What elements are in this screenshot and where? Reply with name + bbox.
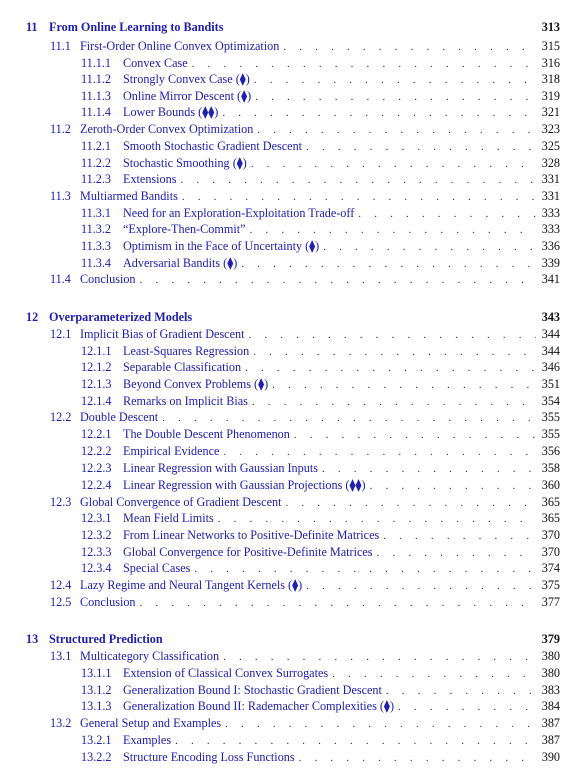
toc-subsection-entry[interactable] xyxy=(0,239,586,255)
toc-entry-row xyxy=(81,172,560,188)
toc-entry-title[interactable]: Double Descent xyxy=(80,410,159,424)
toc-chapter-entry[interactable] xyxy=(0,310,586,326)
toc-entry-row xyxy=(50,122,560,138)
toc-entry-number: 11.1.4 xyxy=(81,105,112,119)
toc-entry-row xyxy=(50,578,560,594)
dot-leader xyxy=(257,124,535,136)
toc-entry-title[interactable]: Smooth Stochastic Gradient Descent xyxy=(123,139,303,153)
toc-entry-number: 12.3.4 xyxy=(81,561,112,575)
dot-leader xyxy=(252,396,536,408)
toc-subsection-entry[interactable] xyxy=(0,528,586,544)
toc-entry-row xyxy=(50,716,560,732)
dot-leader xyxy=(254,74,536,86)
toc-entry-row xyxy=(26,310,560,326)
toc-entry-title[interactable]: Zeroth-Order Convex Optimization xyxy=(80,122,254,136)
toc-entry-title[interactable]: Optimism in the Face of Uncertainty (⧫) xyxy=(123,239,320,253)
toc-entry-page-number: 384 xyxy=(541,699,560,713)
toc-subsection-entry[interactable] xyxy=(0,89,586,105)
toc-subsection-entry[interactable] xyxy=(0,172,586,188)
toc-entry-row xyxy=(81,683,560,699)
toc-entry-title[interactable]: Linear Regression with Gaussian Projections (⧫⧫) xyxy=(123,478,366,492)
toc-subsection-entry[interactable] xyxy=(0,222,586,238)
dot-leader xyxy=(332,668,536,680)
dot-leader xyxy=(398,701,536,713)
dot-leader xyxy=(194,563,535,575)
toc-entry-title[interactable]: Lazy Regime and Neural Tangent Kernels (⧫) xyxy=(80,578,303,592)
toc-entry-page-number: 380 xyxy=(541,666,560,680)
toc-entry-title[interactable]: Remarks on Implicit Bias xyxy=(123,394,248,408)
toc-entry-row xyxy=(81,56,560,72)
toc-subsection-entry[interactable] xyxy=(0,666,586,682)
toc-entry-title[interactable]: Global Convergence of Gradient Descent xyxy=(80,495,282,509)
toc-entry-row xyxy=(50,39,560,55)
toc-entry-row xyxy=(81,206,560,222)
toc-entry-page-number: 354 xyxy=(541,394,560,408)
toc-subsection-entry[interactable] xyxy=(0,139,586,155)
dot-leader xyxy=(285,497,535,509)
toc-entry-number: 12.2.4 xyxy=(81,478,112,492)
dot-leader xyxy=(181,174,536,186)
toc-entry-page-number: 370 xyxy=(541,528,560,542)
toc-entry-page-number: 380 xyxy=(541,649,560,663)
dot-leader xyxy=(255,91,536,103)
toc-entry-number: 12.3.1 xyxy=(81,511,112,525)
toc-subsection-entry[interactable] xyxy=(0,511,586,527)
toc-entry-row xyxy=(81,461,560,477)
dot-leader xyxy=(272,379,536,391)
toc-entry-page-number: 374 xyxy=(541,561,560,575)
toc-entry-page-number: 336 xyxy=(541,239,560,253)
toc-entry-number: 12.2.3 xyxy=(81,461,112,475)
toc-entry-number: 11.1 xyxy=(50,39,71,53)
toc-entry-page-number: 360 xyxy=(541,478,560,492)
toc-entry-row xyxy=(81,72,560,88)
dot-leader xyxy=(223,446,535,458)
dot-leader xyxy=(358,208,535,220)
toc-entry-number: 12.4 xyxy=(50,578,72,592)
toc-entry-number: 11.3 xyxy=(50,189,71,203)
toc-subsection-entry[interactable] xyxy=(0,360,586,376)
toc-entry-title[interactable]: Structure Encoding Loss Functions xyxy=(123,750,295,764)
toc-entry-number: 12.1 xyxy=(50,327,72,341)
toc-entry-number: 11.3.2 xyxy=(81,222,112,236)
toc-entry-page-number: 341 xyxy=(541,272,560,286)
toc-section-entry[interactable] xyxy=(0,578,586,594)
dot-leader xyxy=(175,735,536,747)
toc-entry-row xyxy=(81,666,560,682)
toc-subsection-entry[interactable] xyxy=(0,206,586,222)
toc-entry-row xyxy=(81,360,560,376)
toc-entry-number: 11.3.4 xyxy=(81,256,112,270)
toc-entry-title[interactable]: Least-Squares Regression xyxy=(123,344,250,358)
toc-entry-row xyxy=(50,649,560,665)
toc-entry-title[interactable]: Overparameterized Models xyxy=(49,310,193,324)
toc-entry-page-number: 318 xyxy=(541,72,560,86)
toc-entry-number: 12.1.2 xyxy=(81,360,112,374)
toc-subsection-entry[interactable] xyxy=(0,427,586,443)
toc-entry-title[interactable]: Multiarmed Bandits xyxy=(80,189,178,203)
toc-subsection-entry[interactable] xyxy=(0,344,586,360)
toc-subsection-entry[interactable] xyxy=(0,683,586,699)
toc-entry-title[interactable]: Adversarial Bandits (⧫) xyxy=(123,256,238,270)
dot-leader xyxy=(250,224,536,236)
toc-entry-page-number: 313 xyxy=(541,20,560,34)
toc-entry-row xyxy=(81,256,560,272)
toc-entry-page-number: 355 xyxy=(541,410,560,424)
toc-entry-page-number: 351 xyxy=(541,377,560,391)
toc-entry-title[interactable]: From Online Learning to Bandits xyxy=(49,20,224,34)
dot-leader xyxy=(140,597,536,609)
toc-entry-title[interactable]: Online Mirror Descent (⧫) xyxy=(123,89,252,103)
toc-entry-number: 11.1.1 xyxy=(81,56,112,70)
toc-entry-title[interactable]: Empirical Evidence xyxy=(123,444,220,458)
toc-section-entry[interactable] xyxy=(0,410,586,426)
toc-entry-title[interactable]: Extensions xyxy=(123,172,177,186)
toc-entry-page-number: 344 xyxy=(541,344,560,358)
toc-entry-number: 11.2.3 xyxy=(81,172,112,186)
toc-section-entry[interactable] xyxy=(0,122,586,138)
toc-entry-number: 12.3 xyxy=(50,495,72,509)
toc-entry-row xyxy=(81,528,560,544)
toc-entry-number: 11.1.2 xyxy=(81,72,112,86)
toc-entry-page-number: 390 xyxy=(541,750,560,764)
toc-entry-page-number: 328 xyxy=(541,156,560,170)
dot-leader xyxy=(248,329,535,341)
toc-entry-row xyxy=(81,427,560,443)
toc-entry-number: 13 xyxy=(26,632,39,646)
toc-entry-number: 11.2.2 xyxy=(81,156,112,170)
toc-entry-row xyxy=(81,511,560,527)
toc-entry-number: 13.2.2 xyxy=(81,750,112,764)
toc-entry-row xyxy=(81,344,560,360)
dot-leader xyxy=(162,412,536,424)
dot-leader xyxy=(383,530,536,542)
toc-entry-number: 12.1.4 xyxy=(81,394,112,408)
toc-subsection-entry[interactable] xyxy=(0,478,586,494)
toc-entry-title[interactable]: Strongly Convex Case (⧫) xyxy=(123,72,250,86)
dot-leader xyxy=(245,362,536,374)
toc-entry-page-number: 331 xyxy=(541,189,560,203)
toc-subsection-entry[interactable] xyxy=(0,461,586,477)
toc-entry-row xyxy=(50,189,560,205)
toc-entry-page-number: 377 xyxy=(541,595,560,609)
toc-entry-number: 11.2.1 xyxy=(81,139,112,153)
toc-entry-number: 13.1.3 xyxy=(81,699,112,713)
toc-section-entry[interactable] xyxy=(0,327,586,343)
toc-entry-row xyxy=(81,750,560,766)
toc-entry-row xyxy=(81,733,560,749)
toc-entry-row xyxy=(50,595,560,611)
toc-entry-title[interactable]: Multicategory Classification xyxy=(80,649,220,663)
toc-entry-title[interactable]: Beyond Convex Problems (⧫) xyxy=(123,377,269,391)
toc-entry-number: 12.3.2 xyxy=(81,528,112,542)
toc-entry-title[interactable]: Structured Prediction xyxy=(49,632,163,646)
toc-entry-page-number: 343 xyxy=(541,310,560,324)
toc-subsection-entry[interactable] xyxy=(0,72,586,88)
toc-subsection-entry[interactable] xyxy=(0,256,586,272)
toc-subsection-entry[interactable] xyxy=(0,56,586,72)
toc-entry-title[interactable]: Examples xyxy=(123,733,172,747)
toc-entry-row xyxy=(81,561,560,577)
toc-entry-page-number: 356 xyxy=(541,444,560,458)
toc-entry-title[interactable]: Mean Field Limits xyxy=(123,511,214,525)
dot-leader xyxy=(218,513,536,525)
toc-entry-title[interactable]: Separable Classification xyxy=(123,360,242,374)
toc-entry-row xyxy=(81,478,560,494)
dot-leader xyxy=(377,547,536,559)
dot-leader xyxy=(283,41,535,53)
toc-entry-row xyxy=(50,272,560,288)
toc-subsection-entry[interactable] xyxy=(0,394,586,410)
toc-subsection-entry[interactable] xyxy=(0,444,586,460)
toc-subsection-entry[interactable] xyxy=(0,377,586,393)
toc-entry-row xyxy=(81,139,560,155)
toc-entry-page-number: 370 xyxy=(541,545,560,559)
toc-entry-number: 13.2.1 xyxy=(81,733,112,747)
toc-entry-title[interactable]: Need for an Exploration-Exploitation Trade-off xyxy=(123,206,355,220)
toc-entry-number: 11.2 xyxy=(50,122,71,136)
dot-leader xyxy=(140,274,536,286)
toc-entry-number: 11.4 xyxy=(50,272,71,286)
toc-section-entry[interactable] xyxy=(0,716,586,732)
toc-entry-number: 12.2.1 xyxy=(81,427,112,441)
toc-entry-number: 12.2.2 xyxy=(81,444,112,458)
dot-leader xyxy=(322,463,536,475)
toc-entry-number: 12.1.3 xyxy=(81,377,112,391)
toc-entry-row xyxy=(81,444,560,460)
toc-entry-row xyxy=(50,410,560,426)
toc-entry-row xyxy=(26,632,560,648)
dot-leader xyxy=(386,685,536,697)
toc-entry-number: 13.1.1 xyxy=(81,666,112,680)
toc-entry-number: 11.3.1 xyxy=(81,206,112,220)
toc-entry-number: 12.2 xyxy=(50,410,72,424)
dot-leader xyxy=(253,346,535,358)
toc-entry-number: 11.3.3 xyxy=(81,239,112,253)
toc-chapter-entry[interactable] xyxy=(0,632,586,648)
toc-section-entry[interactable] xyxy=(0,189,586,205)
toc-entry-title[interactable]: First-Order Online Convex Optimization xyxy=(80,39,280,53)
dot-leader xyxy=(299,752,536,764)
toc-entry-page-number: 383 xyxy=(541,683,560,697)
toc-entry-page-number: 319 xyxy=(541,89,560,103)
toc-entry-page-number: 346 xyxy=(541,360,560,374)
toc-entry-page-number: 339 xyxy=(541,256,560,270)
toc-section-entry[interactable] xyxy=(0,595,586,611)
dot-leader xyxy=(306,580,536,592)
toc-entry-page-number: 358 xyxy=(541,461,560,475)
toc-entry-page-number: 333 xyxy=(541,206,560,220)
toc-entry-page-number: 365 xyxy=(541,511,560,525)
toc-entry-title[interactable]: Lower Bounds (⧫⧫) xyxy=(123,105,219,119)
toc-entry-page-number: 321 xyxy=(541,105,560,119)
toc-entry-row xyxy=(50,495,560,511)
toc-entry-title[interactable]: Implicit Bias of Gradient Descent xyxy=(80,327,245,341)
toc-entry-row xyxy=(81,222,560,238)
toc-section-entry[interactable] xyxy=(0,272,586,288)
toc-subsection-entry[interactable] xyxy=(0,105,586,121)
dot-leader xyxy=(182,191,536,203)
dot-leader xyxy=(225,718,536,730)
toc-entry-number: 13.2 xyxy=(50,716,72,730)
toc-entry-row xyxy=(81,699,560,715)
toc-entry-page-number: 379 xyxy=(541,632,560,646)
toc-chapter-entry[interactable] xyxy=(0,20,586,36)
toc-entry-number: 13.1.2 xyxy=(81,683,112,697)
toc-section-entry[interactable] xyxy=(0,39,586,55)
toc-entry-number: 12 xyxy=(26,310,39,324)
toc-entry-title[interactable]: Stochastic Smoothing (⧫) xyxy=(123,156,247,170)
dot-leader xyxy=(223,651,536,663)
dot-leader xyxy=(370,480,536,492)
dot-leader xyxy=(192,58,536,70)
toc-entry-title[interactable]: Global Convergence for Positive-Definite Matrices xyxy=(123,545,373,559)
toc-entry-row xyxy=(50,327,560,343)
dot-leader xyxy=(222,107,535,119)
toc-entry-page-number: 315 xyxy=(541,39,560,53)
toc-subsection-entry[interactable] xyxy=(0,156,586,172)
toc-entry-row xyxy=(81,105,560,121)
toc-entry-title[interactable]: The Double Descent Phenomenon xyxy=(123,427,290,441)
toc-entry-page-number: 355 xyxy=(541,427,560,441)
toc-entry-page-number: 325 xyxy=(541,139,560,153)
toc-entry-number: 11.1.3 xyxy=(81,89,112,103)
toc-entry-number: 11 xyxy=(26,20,38,34)
toc-entry-row xyxy=(81,156,560,172)
toc-subsection-entry[interactable] xyxy=(0,699,586,715)
toc-entry-page-number: 333 xyxy=(541,222,560,236)
toc-subsection-entry[interactable] xyxy=(0,733,586,749)
toc-entry-page-number: 323 xyxy=(541,122,560,136)
toc-entry-title[interactable]: From Linear Networks to Positive-Definite Matrices xyxy=(123,528,380,542)
toc-subsection-entry[interactable] xyxy=(0,545,586,561)
dot-leader xyxy=(241,258,535,270)
toc-entry-title[interactable]: Generalization Bound II: Rademacher Complexities (⧫) xyxy=(123,699,395,713)
toc-entry-page-number: 375 xyxy=(541,578,560,592)
toc-entry-page-number: 387 xyxy=(541,716,560,730)
toc-entry-number: 12.1.1 xyxy=(81,344,112,358)
toc-entry-number: 13.1 xyxy=(50,649,72,663)
toc-entry-row xyxy=(81,377,560,393)
dot-leader xyxy=(323,241,535,253)
toc-entry-row xyxy=(81,394,560,410)
toc-entry-title[interactable]: Extension of Classical Convex Surrogates xyxy=(123,666,329,680)
toc-entry-title[interactable]: Convex Case xyxy=(123,56,188,70)
toc-entry-title[interactable]: Conclusion xyxy=(80,272,136,286)
toc-entry-number: 12.3.3 xyxy=(81,545,112,559)
dot-leader xyxy=(251,158,536,170)
toc-entry-title[interactable]: Linear Regression with Gaussian Inputs xyxy=(123,461,318,475)
toc-entry-row xyxy=(26,20,560,36)
dot-leader xyxy=(306,141,536,153)
toc-entry-title[interactable]: Conclusion xyxy=(80,595,136,609)
toc-entry-row xyxy=(81,545,560,561)
toc-section-entry[interactable] xyxy=(0,495,586,511)
dot-leader xyxy=(294,429,536,441)
toc-subsection-entry[interactable] xyxy=(0,561,586,577)
toc-entry-page-number: 331 xyxy=(541,172,560,186)
toc-entry-title[interactable]: Special Cases xyxy=(123,561,191,575)
toc-entry-title[interactable]: Generalization Bound I: Stochastic Gradient Descent xyxy=(123,683,382,697)
toc-entry-page-number: 344 xyxy=(541,327,560,341)
toc-entry-title[interactable]: General Setup and Examples xyxy=(80,716,222,730)
toc-entry-row xyxy=(81,89,560,105)
toc-entry-number: 12.5 xyxy=(50,595,72,609)
toc-entry-title[interactable]: “Explore-Then-Commit” xyxy=(123,222,246,236)
toc-entry-page-number: 387 xyxy=(541,733,560,747)
toc-entry-row xyxy=(81,239,560,255)
toc-entry-page-number: 365 xyxy=(541,495,560,509)
toc-section-entry[interactable] xyxy=(0,649,586,665)
toc-subsection-entry[interactable] xyxy=(0,750,586,766)
toc-entry-page-number: 316 xyxy=(541,56,560,70)
